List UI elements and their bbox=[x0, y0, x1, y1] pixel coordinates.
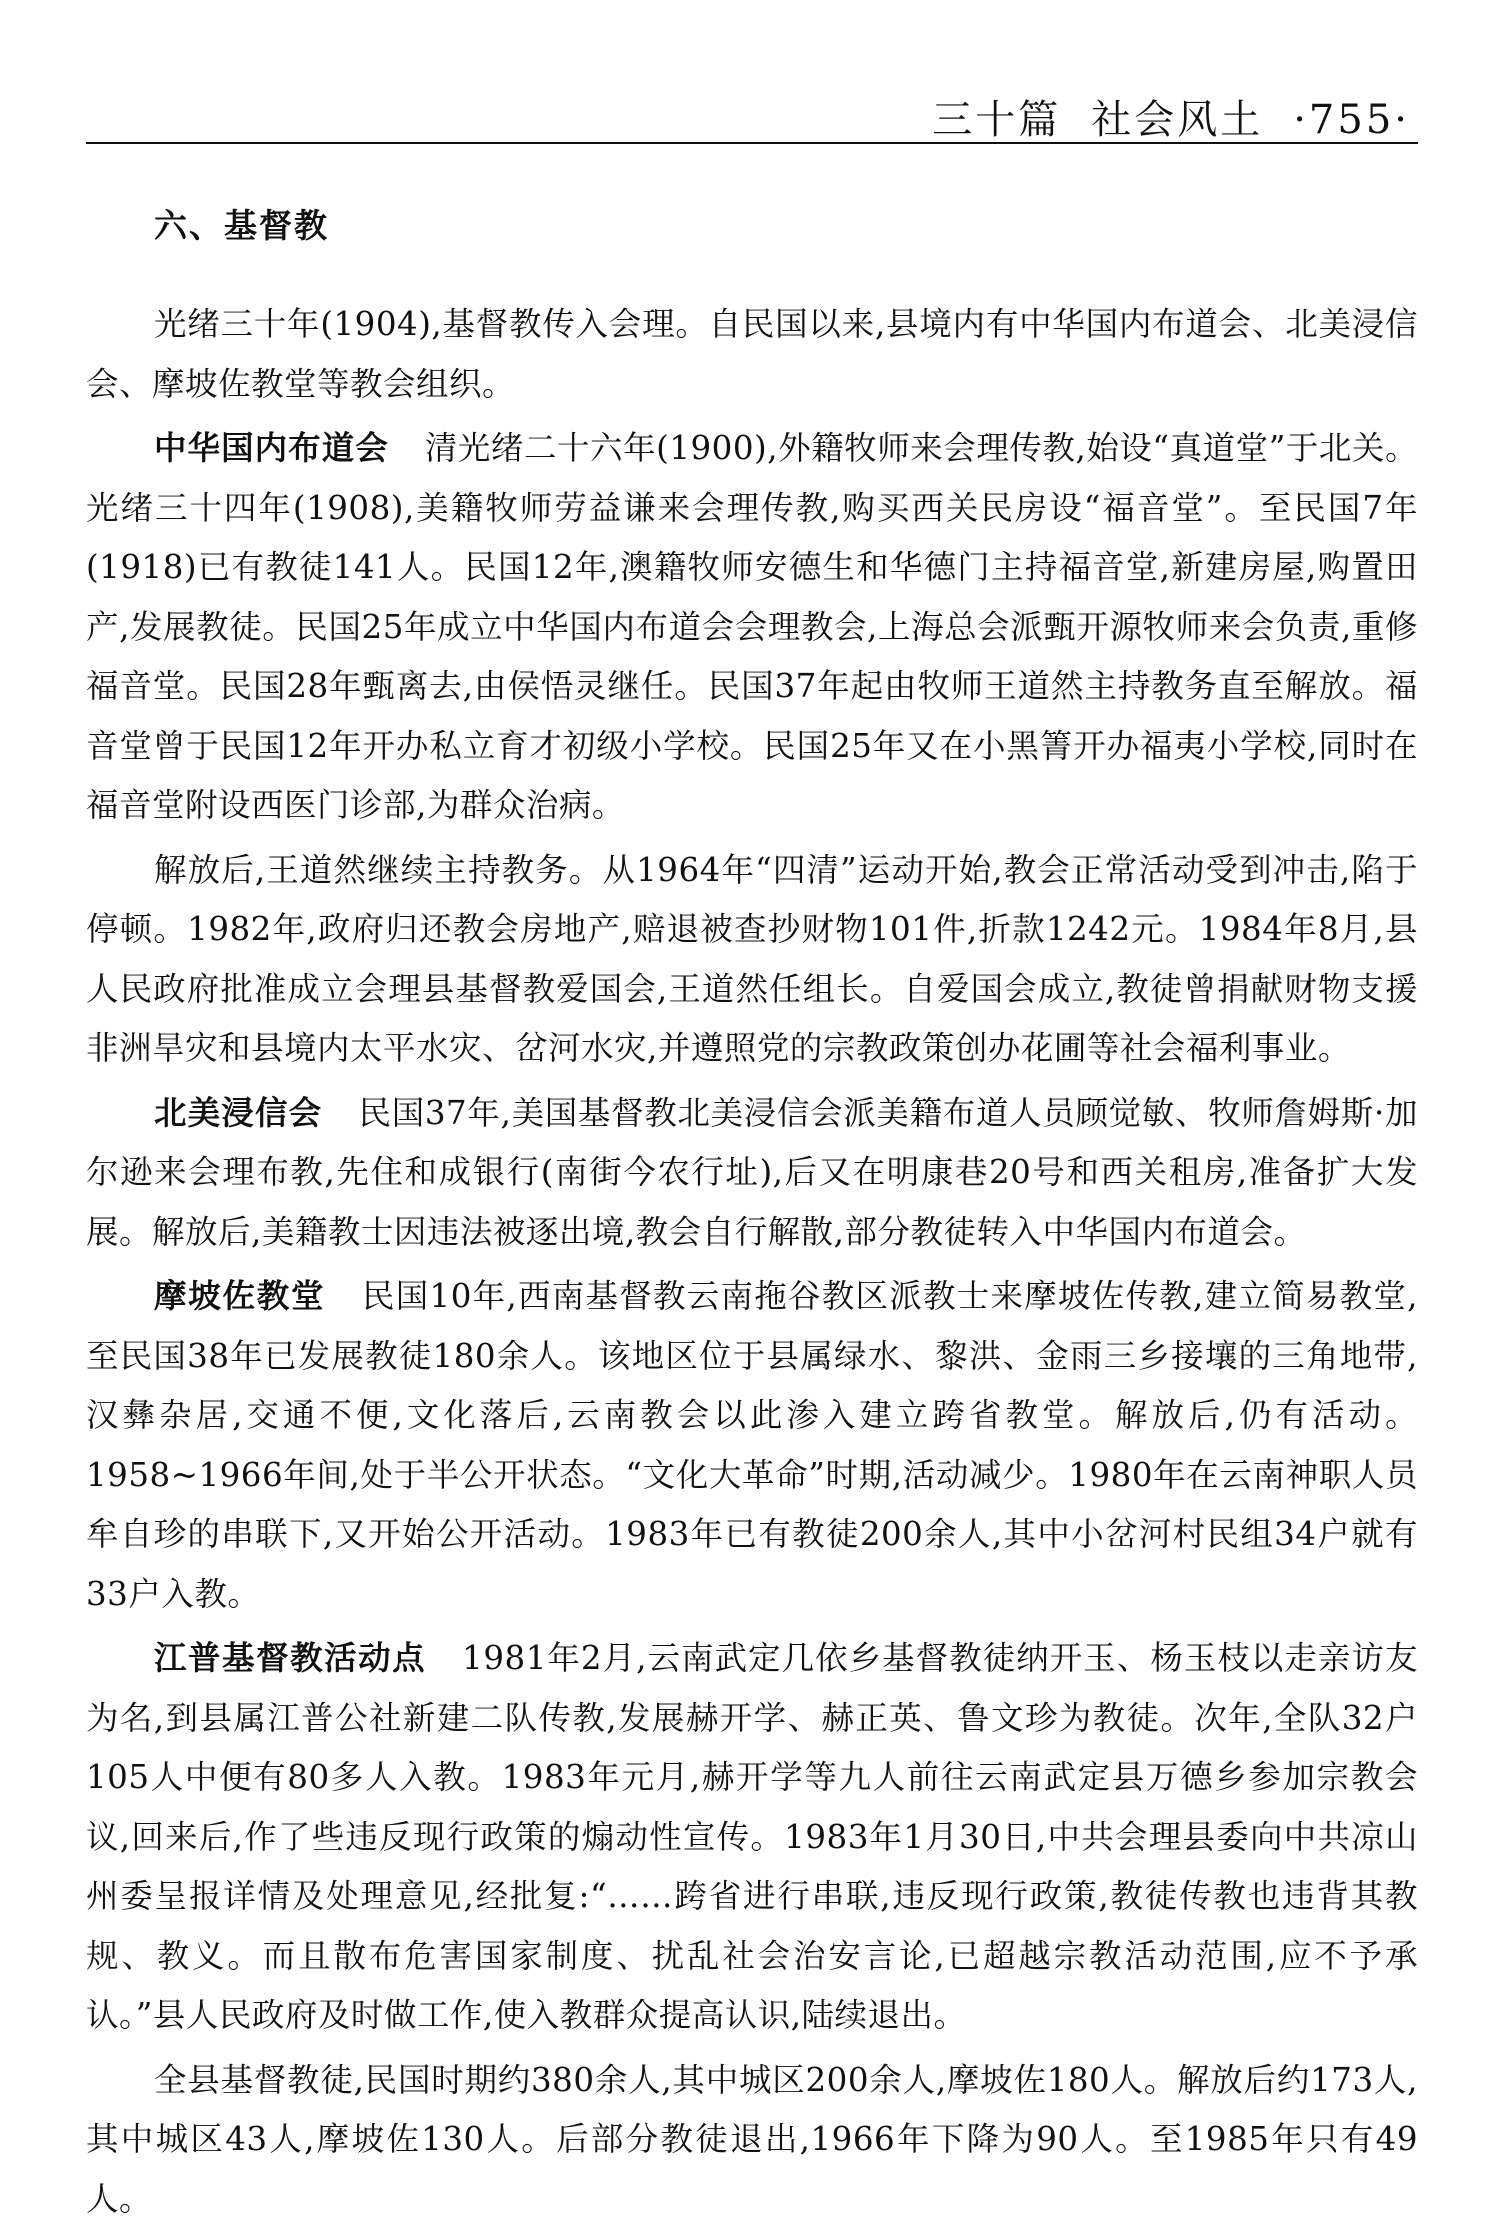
section-title: 六、基督教 bbox=[154, 200, 1418, 247]
section-label: 社会风土 bbox=[1091, 97, 1263, 143]
paragraph-baptist bbox=[86, 1084, 1418, 1263]
paragraph-intro bbox=[86, 295, 1418, 414]
paragraph-jiangpu-site bbox=[86, 1629, 1418, 2046]
paragraph-text: 1981年2月,云南武定几依乡基督教徒纳开玉、杨玉枝以走亲访友为名,到县属江普公社新建二队传教,发展赫开学、赫正英、鲁文珍为教徒。次年,全队32户105人中便有80多人入教。1983年元月,赫开学等九人前往云南武定县万德乡参加宗教会议,回来后,作了些违反现行政策的煽动性宣传。1983年1月30日,中共会理县委向中共凉山州委呈报详情及处理意见,经批复:“……跨省进行串联,违反现行政策,教徒传教也违背其教规、教义。而且散布危害国家制度、扰乱社会治安言论,已超越宗教活动范围,应不予承认。”县人民政府及时做工作,使入教群众提高认识,陆续退出。 bbox=[86, 1639, 1418, 2034]
paragraph-lead: 摩坡佐教堂 bbox=[154, 1277, 325, 1315]
paragraph-totals bbox=[86, 2051, 1418, 2229]
paragraph-mopozuo-church bbox=[86, 1267, 1418, 1624]
header-rule bbox=[86, 142, 1418, 144]
paragraph-inland-mission bbox=[86, 419, 1418, 836]
chapter-label: 三十篇 bbox=[932, 97, 1061, 143]
paragraph-text: 解放后,王道然继续主持教务。从1964年“四清”运动开始,教会正常活动受到冲击,陷于停顿。1982年,政府归还教会房地产,赔退被查抄财物101件,折款1242元。1984年8月,县人民政府批准成立会理县基督教爱国会,王道然任组长。自爱国会成立,教徒曾捐献财物支援非洲旱灾和县境内太平水灾、岔河水灾,并遵照党的宗教政策创办花圃等社会福利事业。 bbox=[86, 851, 1418, 1068]
page-body bbox=[86, 200, 1418, 2229]
paragraph-after-liberation bbox=[86, 841, 1418, 1079]
paragraph-text: 全县基督教徒,民国时期约380余人,其中城区200余人,摩坡佐180人。解放后约173人,其中城区43人,摩坡佐130人。后部分教徒退出,1966年下降为90人。至1985年只有49人。 bbox=[86, 2061, 1418, 2218]
running-header bbox=[932, 88, 1410, 145]
paragraph-text: 光绪三十年(1904),基督教传入会理。自民国以来,县境内有中华国内布道会、北美浸信会、摩坡佐教堂等教会组织。 bbox=[86, 305, 1418, 403]
page-number: ·755· bbox=[1293, 97, 1410, 143]
paragraph-lead: 江普基督教活动点 bbox=[154, 1639, 426, 1677]
paragraph-text: 清光绪二十六年(1900),外籍牧师来会理传教,始设“真道堂”于北关。光绪三十四年(1908),美籍牧师劳益谦来会理传教,购买西关民房设“福音堂”。至民国7年(1918)已有教徒141人。民国12年,澳籍牧师安德生和华德门主持福音堂,新建房屋,购置田产,发展教徒。民国25年成立中华国内布道会会理教会,上海总会派甄开源牧师来会负责,重修福音堂。民国28年甄离去,由侯悟灵继任。民国37年起由牧师王道然主持教务直至解放。福音堂曾于民国12年开办私立育才初级小学校。民国25年又在小黑箐开办福夷小学校,同时在福音堂附设西医门诊部,为群众治病。 bbox=[86, 429, 1418, 824]
paragraph-lead: 北美浸信会 bbox=[154, 1094, 322, 1132]
paragraph-text: 民国37年,美国基督教北美浸信会派美籍布道人员顾觉敏、牧师詹姆斯·加尔逊来会理布教,先住和成银行(南街今农行址),后又在明康巷20号和西关租房,准备扩大发展。解放后,美籍教士因违法被逐出境,教会自行解散,部分教徒转入中华国内布道会。 bbox=[86, 1094, 1418, 1251]
paragraph-lead: 中华国内布道会 bbox=[154, 429, 389, 467]
paragraph-text: 民国10年,西南基督教云南拖谷教区派教士来摩坡佐传教,建立简易教堂,至民国38年已发展教徒180余人。该地区位于县属绿水、黎洪、金雨三乡接壤的三角地带,汉彝杂居,交通不便,文化落后,云南教会以此渗入建立跨省教堂。解放后,仍有活动。1958~1966年间,处于半公开状态。“文化大革命”时期,活动减少。1980年在云南神职人员牟自珍的串联下,又开始公开活动。1983年已有教徒200余人,其中小岔河村民组34户就有33户入教。 bbox=[86, 1277, 1418, 1613]
